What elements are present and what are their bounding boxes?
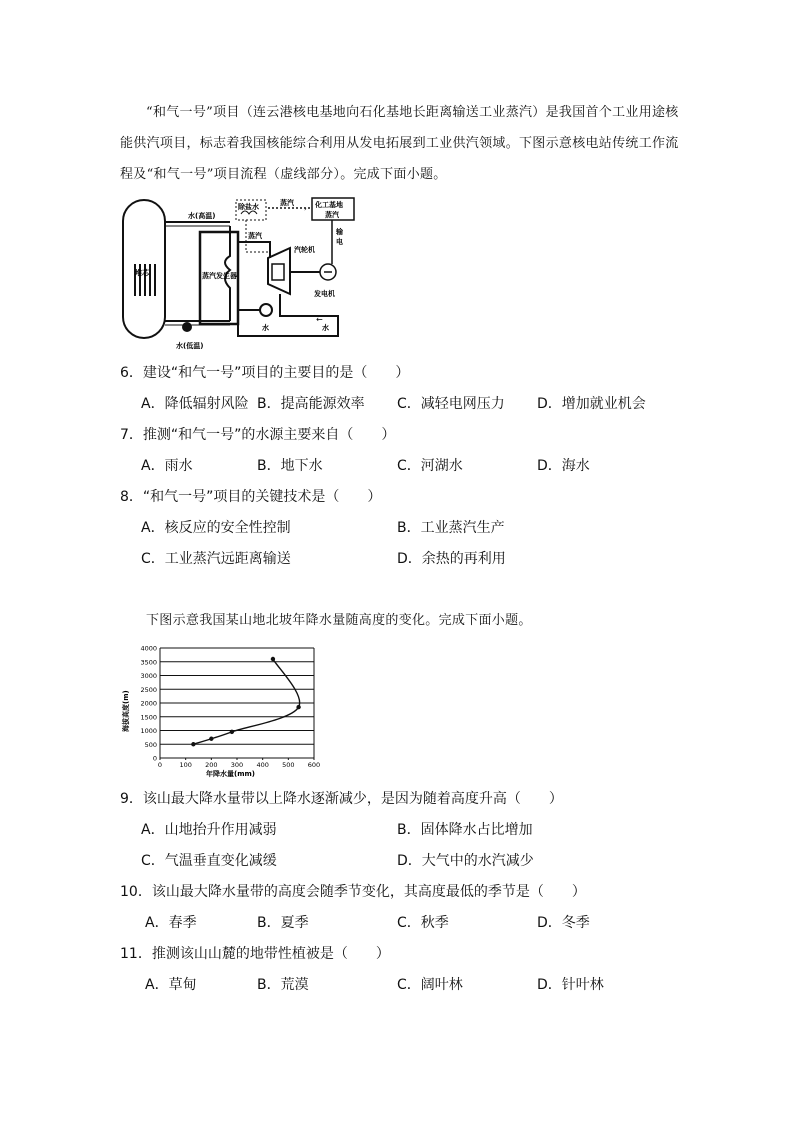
pump-icon [182,322,192,332]
transmission-label-2: 电 [336,238,343,246]
x-tick-label: 300 [230,761,244,769]
generator-label: 发电机 [314,290,335,298]
y-tick-label: 1000 [140,727,157,735]
x-tick-label: 600 [307,761,321,769]
x-tick-label: 400 [256,761,269,769]
series-line [193,659,299,744]
data-point [271,657,275,661]
q7-option-c[interactable]: C．河湖水 [397,458,463,474]
y-axis-label: 海拔高度(m) [122,690,130,732]
desalination-label: 除盐水 [238,203,259,211]
q8-option-d[interactable]: D．余热的再利用 [397,551,506,567]
q11-option-a[interactable]: A．草甸 [145,977,197,993]
passage-1 [120,97,690,190]
q8-option-a[interactable]: A．核反应的安全性控制 [141,520,291,536]
x-axis-label: 年降水量(mm) [206,770,255,778]
question-11: 11．推测该山山麓的地带性植被是（ ） [120,946,390,962]
q6-option-b[interactable]: B．提高能源效率 [257,396,365,412]
water-mid-label: 水 [262,324,269,332]
passage-2 [120,605,690,636]
x-tick-label: 200 [205,761,218,769]
q7-option-d[interactable]: D．海水 [537,458,590,474]
x-tick-label: 100 [179,761,192,769]
question-9: 9．该山最大降水量带以上降水逐渐减少，是因为随着高度升高（ ） [120,791,563,807]
y-tick-label: 0 [152,754,157,763]
water-low-label: 水(低温) [176,342,204,350]
x-tick-label: 500 [282,761,295,769]
y-tick-label: 2500 [140,685,157,694]
q10-option-d[interactable]: D．冬季 [537,915,590,931]
q11-option-b[interactable]: B．荒漠 [257,977,309,993]
question-8: 8．“和气一号”项目的关键技术是（ ） [120,489,382,505]
q7-option-a[interactable]: A．雨水 [141,458,193,474]
q6-option-a[interactable]: A．降低辐射风险 [141,396,249,412]
chem-base-label: 化工基地 [315,201,343,209]
steam-top-label: 蒸汽 [280,199,294,207]
steam-gen-label: 蒸汽发生器 [202,272,237,280]
x-tick-label: 0 [157,761,163,769]
data-point [296,705,300,709]
y-tick-label: 3500 [140,658,157,667]
y-tick-label: 4000 [140,644,157,653]
feed-pump-icon [260,304,272,316]
q9-option-c[interactable]: C．气温垂直变化减缓 [141,853,277,869]
y-tick-label: 500 [144,740,157,749]
q11-option-c[interactable]: C．阔叶林 [397,977,463,993]
steam-top-arrow: › [304,205,307,213]
precipitation-altitude-chart [118,640,328,780]
question-10: 10．该山最大降水量带的高度会随季节变化，其高度最低的季节是（ ） [120,884,586,900]
passage-1-text: “和气一号”项目（连云港核电基地向石化基地长距离输送工业蒸汽）是我国首个工业用途核能供汽项目，标志着我国核能综合利用从发电拓展到工业供汽领域。下图示意核电站传统工作流程及“和气一号”项目流程（虚线部分）。完成下面小题。 [120,105,679,182]
chem-steam-label: 蒸汽 [325,211,339,219]
passage-2-text: 下图示意我国某山地北坡年降水量随高度的变化。完成下面小题。 [146,613,532,628]
q10-option-a[interactable]: A．春季 [145,915,197,931]
data-point [230,730,234,734]
q10-option-b[interactable]: B．夏季 [257,915,309,931]
q8-option-c[interactable]: C．工业蒸汽远距离输送 [141,551,291,567]
question-7: 7．推测“和气一号”的水源主要来自（ ） [120,427,396,443]
turbine-label: 汽轮机 [294,246,315,254]
q6-option-d[interactable]: D．增加就业机会 [537,396,646,412]
y-tick-label: 1500 [140,713,157,722]
q9-option-a[interactable]: A．山地抬升作用减弱 [141,822,277,838]
q9-option-b[interactable]: B．固体降水占比增加 [397,822,533,838]
water-right-arrow: ← [316,315,323,324]
data-point [191,742,195,746]
q9-option-d[interactable]: D．大气中的水汽减少 [397,853,534,869]
q8-option-b[interactable]: B．工业蒸汽生产 [397,520,505,536]
y-tick-label: 2000 [140,699,157,708]
water-right-label: 水 [322,324,329,332]
steam-mid-label: 蒸汽 [248,232,262,240]
reactor-label: 堆芯 [135,269,149,277]
question-6: 6．建设“和气一号”项目的主要目的是（ ） [120,365,410,381]
q10-option-c[interactable]: C．秋季 [397,915,449,931]
transmission-label: 输 [336,228,343,236]
y-tick-label: 3000 [140,672,157,680]
water-high-label: 水(高温) [188,212,216,220]
q6-option-c[interactable]: C．减轻电网压力 [397,396,505,412]
q7-option-b[interactable]: B．地下水 [257,458,323,474]
data-point [209,737,213,741]
nuclear-flow-diagram [120,196,360,356]
q11-option-d[interactable]: D．针叶林 [537,977,604,993]
